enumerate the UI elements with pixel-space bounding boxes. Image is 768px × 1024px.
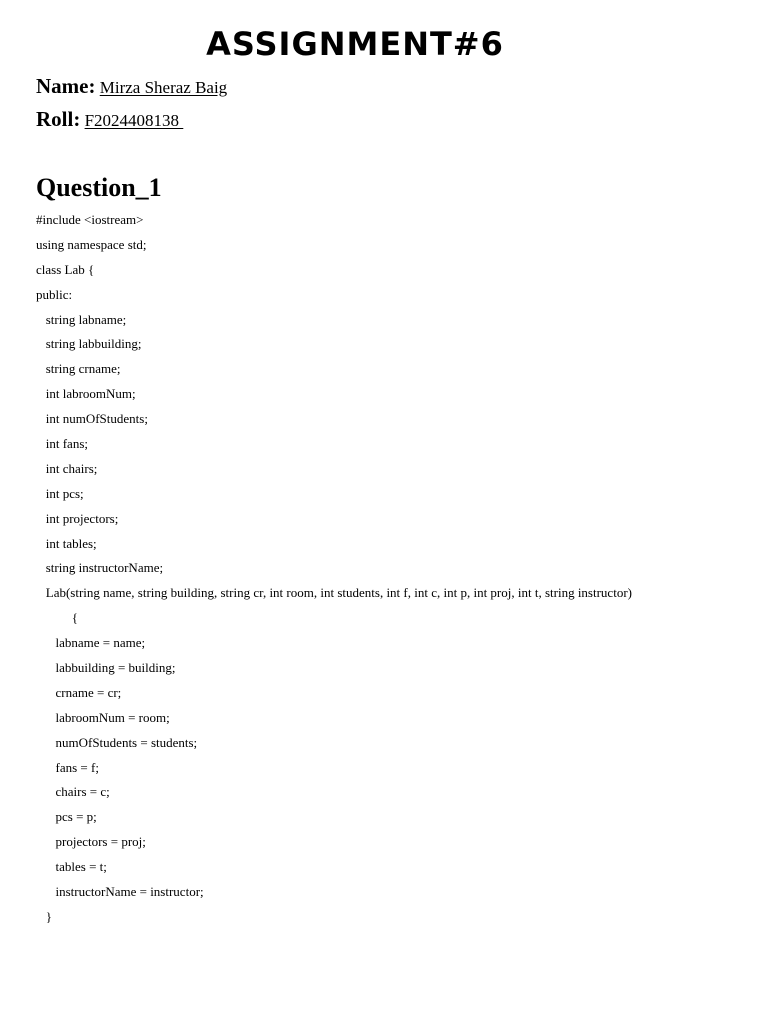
code-line: Lab(string name, string building, string cr, int room, int students, int f, int c, int p, int proj, int t, string instructor)	[36, 585, 632, 601]
code-line: fans = f;	[36, 759, 99, 775]
code-line: labname = name;	[36, 635, 146, 651]
code-line: using namespace std;	[36, 236, 147, 252]
roll-number-line	[36, 108, 183, 132]
code-line: string crname;	[36, 361, 121, 377]
name-label: Name:	[36, 74, 96, 98]
code-line: int fans;	[36, 436, 88, 452]
assignment-title: ASSIGNMENT#6	[206, 25, 504, 63]
code-line: int labroomNum;	[36, 386, 136, 402]
code-line: int numOfStudents;	[36, 411, 148, 427]
roll-number-value: F2024408138	[84, 111, 184, 130]
code-line: int pcs;	[36, 485, 84, 501]
code-line: {	[36, 610, 78, 626]
code-listing	[36, 208, 632, 930]
code-line: #include <iostream>	[36, 212, 144, 227]
code-line: instructorName = instructor;	[36, 884, 204, 900]
code-line: projectors = proj;	[36, 834, 146, 850]
question-heading: Question_1	[36, 173, 162, 202]
code-line: string instructorName;	[36, 560, 164, 576]
code-line: labbuilding = building;	[36, 660, 176, 676]
code-line: public:	[36, 286, 73, 302]
code-line: string labname;	[36, 311, 127, 327]
code-line: }	[36, 908, 52, 924]
student-name-value: Mirza Sheraz Baig	[99, 78, 228, 97]
code-line: int tables;	[36, 535, 97, 551]
code-line: class Lab {	[36, 261, 95, 277]
code-line: labroomNum = room;	[36, 709, 170, 725]
code-line: chairs = c;	[36, 784, 110, 800]
code-line: numOfStudents = students;	[36, 734, 198, 750]
code-line: crname = cr;	[36, 684, 122, 700]
code-line: tables = t;	[36, 859, 107, 875]
code-line: int projectors;	[36, 510, 119, 526]
code-line: string labbuilding;	[36, 336, 142, 352]
student-name-line	[36, 75, 227, 99]
code-line: pcs = p;	[36, 809, 97, 825]
roll-label: Roll:	[36, 107, 81, 131]
code-line: int chairs;	[36, 460, 98, 476]
